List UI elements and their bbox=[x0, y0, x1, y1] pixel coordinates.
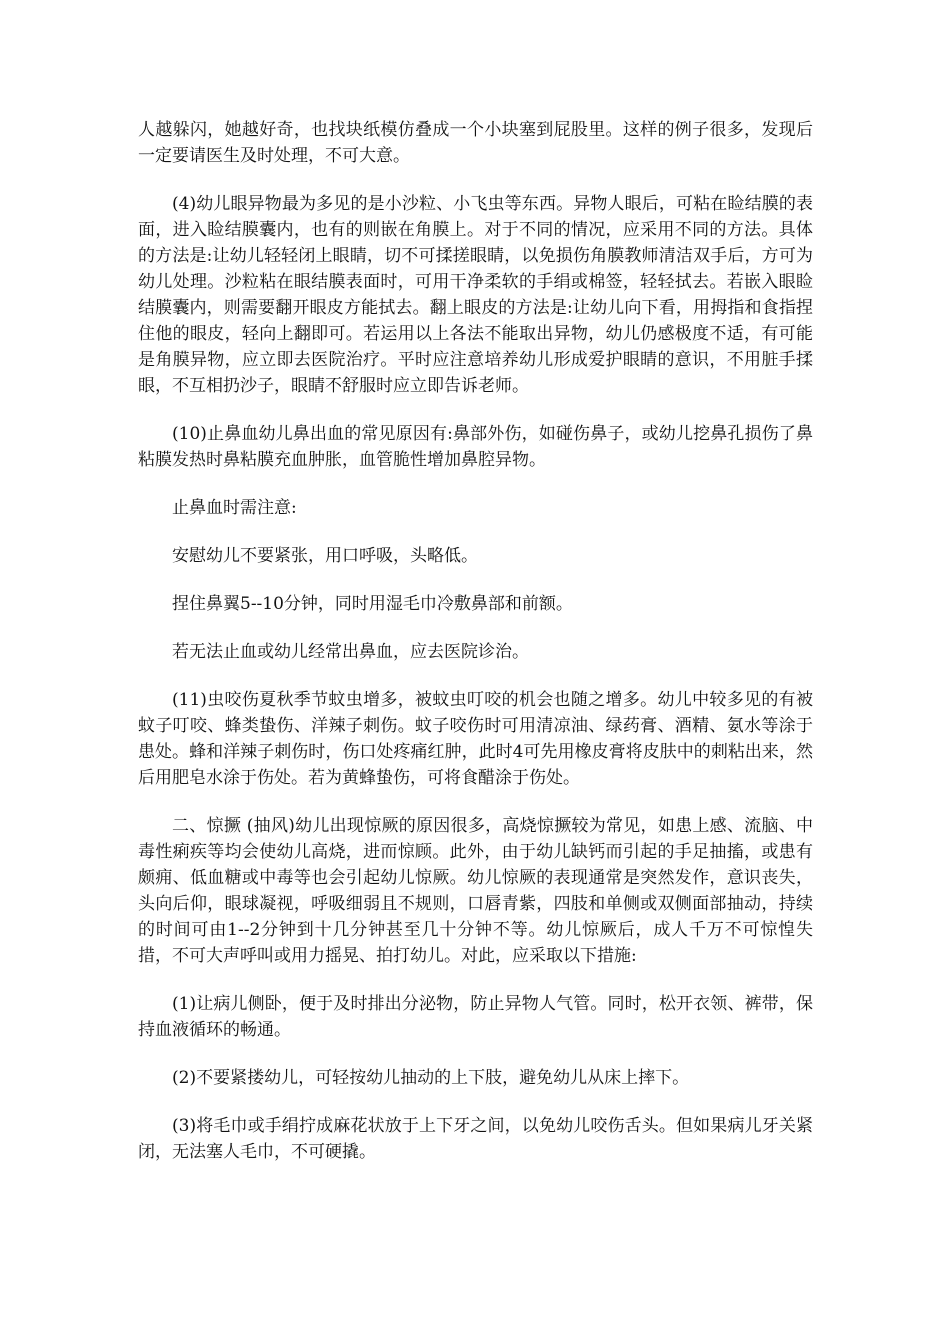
paragraph-convulsion-measure-2: (2)不要紧搂幼儿，可轻按幼儿抽动的上下肢，避免幼儿从床上摔下。 bbox=[172, 1068, 690, 1088]
paragraph-nosebleed-notes-heading: 止鼻血时需注意: bbox=[172, 498, 297, 518]
paragraph-insect-bites: (11)虫咬伤夏秋季节蚊虫增多，被蚊虫叮咬的机会也随之增多。幼儿中较多见的有被蚊子叮咬、蜂类蛰伤、洋辣子刺伤。蚊子咬伤时可用清凉油、绿药膏、酒精、氨水等涂于患处。蜂和洋辣子刺伤时，伤口处疼痛红肿，此时4可先用橡皮膏将皮肤中的刺粘出来，然后用肥皂水涂于伤处。若为黄蜂蛰伤，可将食醋涂于伤处。 bbox=[138, 690, 813, 788]
paragraph-nosebleed-step-2: 捏住鼻翼5--10分钟，同时用湿毛巾冷敷鼻部和前额。 bbox=[172, 594, 573, 614]
paragraph-eye-foreign-body: (4)幼儿眼异物最为多见的是小沙粒、小飞虫等东西。异物人眼后，可粘在睑结膜的表面，进入睑结膜囊内，也有的则嵌在角膜上。对于不同的情况，应采用不同的方法。具体的方法是:让幼儿轻轻闭上眼睛，切不可揉搓眼睛，以免损伤角膜教师清洁双手后，方可为幼儿处理。沙粒粘在眼结膜表面时，可用干净柔软的手绢或棉签，轻轻拭去。若嵌入眼睑结膜囊内，则需要翻开眼皮方能拭去。翻上眼皮的方法是:让幼儿向下看，用拇指和食指捏住他的眼皮，轻向上翻即可。若运用以上各法不能取出异物，幼儿仍感极度不适，有可能是角膜异物，应立即去医院治疗。平时应注意培养幼儿形成爱护眼睛的意识，不用脏手揉眼，不互相扔沙子，眼睛不舒服时应立即告诉老师。 bbox=[138, 194, 813, 396]
paragraph-continuation: 人越躲闪，她越好奇，也找块纸模仿叠成一个小块塞到屁股里。这样的例子很多，发现后一定要请医生及时处理，不可大意。 bbox=[138, 120, 813, 166]
paragraph-convulsions: 二、惊撅 (抽风)幼儿出现惊厥的原因很多，高烧惊撅较为常见，如患上感、流脑、中毒性痢疾等均会使幼儿高烧，进而惊顾。此外，由于幼儿缺钙而引起的手足抽搐，或患有颇痈、低血糖或中毒等也会引起幼儿惊厥。幼儿惊厥的表现通常是突然发作，意识丧失，头向后仰，眼球凝视，呼吸细弱且不规则，口唇青紫，四肢和单侧或双侧面部抽动，持续的时间可由1--2分钟到十几分钟甚至几十分钟不等。幼儿惊厥后，成人千万不可惊惶失措，不可大声呼叫或用力摇晃、拍打幼儿。对此，应采取以下措施: bbox=[138, 816, 813, 966]
paragraph-convulsion-measure-1: (1)让病儿侧卧，便于及时排出分泌物，防止异物人气管。同时，松开衣领、裤带，保持血液循环的畅通。 bbox=[138, 994, 813, 1040]
document-body bbox=[138, 117, 813, 1187]
paragraph-nosebleed: (10)止鼻血幼儿鼻出血的常见原因有:鼻部外伤，如碰伤鼻子，或幼儿挖鼻孔损伤了鼻粘膜发热时鼻粘膜充血肿胀，血管脆性增加鼻腔异物。 bbox=[138, 424, 813, 470]
paragraph-convulsion-measure-3: (3)将毛巾或手绢拧成麻花状放于上下牙之间，以免幼儿咬伤舌头。但如果病儿牙关紧闭，无法塞人毛巾，不可硬撬。 bbox=[138, 1116, 813, 1162]
paragraph-nosebleed-step-3: 若无法止血或幼儿经常出鼻血，应去医院诊治。 bbox=[172, 642, 529, 662]
paragraph-nosebleed-step-1: 安慰幼儿不要紧张，用口呼吸，头略低。 bbox=[172, 546, 478, 566]
